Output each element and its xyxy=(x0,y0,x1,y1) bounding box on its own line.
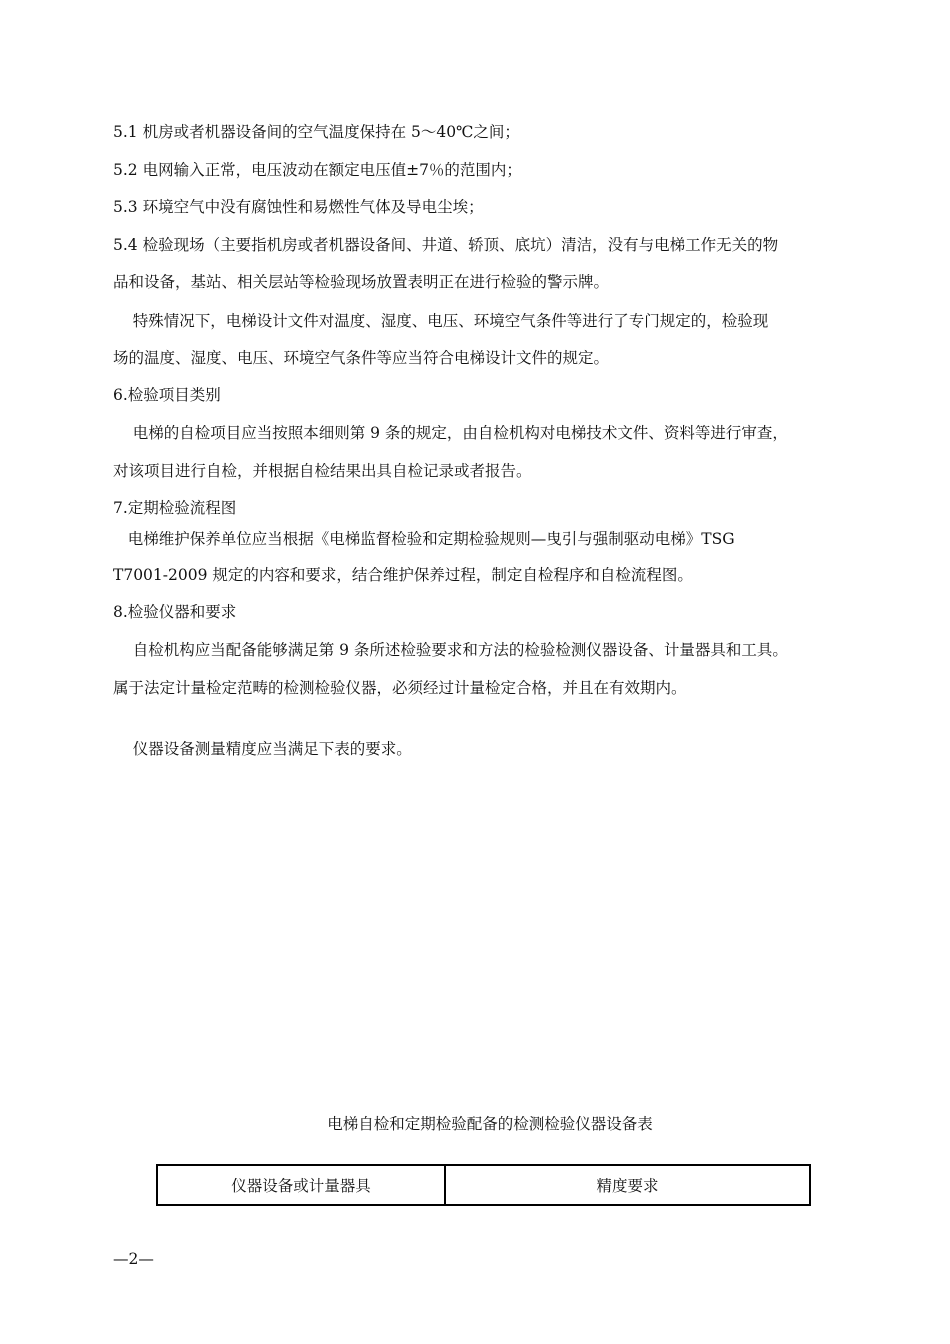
table-header-instrument: 仪器设备或计量器具 xyxy=(157,1165,445,1205)
paragraph-8-line2: 属于法定计量检定范畴的检测检验仪器，必须经过计量检定合格，并且在有效期内。 xyxy=(113,679,687,697)
paragraph-special-line2: 场的温度、湿度、电压、环境空气条件等应当符合电梯设计文件的规定。 xyxy=(113,349,610,367)
paragraph-5-2: 5.2 电网输入正常，电压波动在额定电压值±7％的范围内； xyxy=(113,161,522,179)
paragraph-5-4-line2: 品和设备，基站、相关层站等检验现场放置表明正在进行检验的警示牌。 xyxy=(113,273,610,291)
heading-7: 7.定期检验流程图 xyxy=(113,499,237,517)
paragraph-5-4-line1: 5.4 检验现场（主要指机房或者机器设备间、井道、轿顶、底坑）清洁，没有与电梯工作无关的物 xyxy=(113,236,779,254)
paragraph-7-line2: T7001-2009 规定的内容和要求，结合维护保养过程，制定自检程序和自检流程图。 xyxy=(113,566,693,584)
paragraph-special-line1: 特殊情况下，电梯设计文件对温度、湿度、电压、环境空气条件等进行了专门规定的，检验现 xyxy=(113,312,769,330)
table-caption: 电梯自检和定期检验配备的检测检验仪器设备表 xyxy=(327,1115,653,1133)
paragraph-8-line1: 自检机构应当配备能够满足第 9 条所述检验要求和方法的检验检测仪器设备、计量器具和工具。 xyxy=(113,641,788,659)
equipment-table xyxy=(156,1164,811,1206)
paragraph-precision: 仪器设备测量精度应当满足下表的要求。 xyxy=(113,740,412,758)
heading-6: 6.检验项目类别 xyxy=(113,386,221,404)
paragraph-6-line1: 电梯的自检项目应当按照本细则第 9 条的规定，由自检机构对电梯技术文件、资料等进行审查， xyxy=(113,424,788,442)
table-header-precision: 精度要求 xyxy=(445,1165,810,1205)
table-header-row xyxy=(157,1165,810,1205)
page-number: —2— xyxy=(113,1250,154,1268)
paragraph-5-1: 5.1 机房或者机器设备间的空气温度保持在 5～40℃之间； xyxy=(113,123,520,141)
paragraph-5-3: 5.3 环境空气中没有腐蚀性和易燃性气体及导电尘埃； xyxy=(113,198,484,216)
paragraph-6-line2: 对该项目进行自检，并根据自检结果出具自检记录或者报告。 xyxy=(113,462,532,480)
paragraph-7-line1: 电梯维护保养单位应当根据《电梯监督检验和定期检验规则—曳引与强制驱动电梯》TSG xyxy=(113,530,735,548)
heading-8: 8.检验仪器和要求 xyxy=(113,603,237,621)
